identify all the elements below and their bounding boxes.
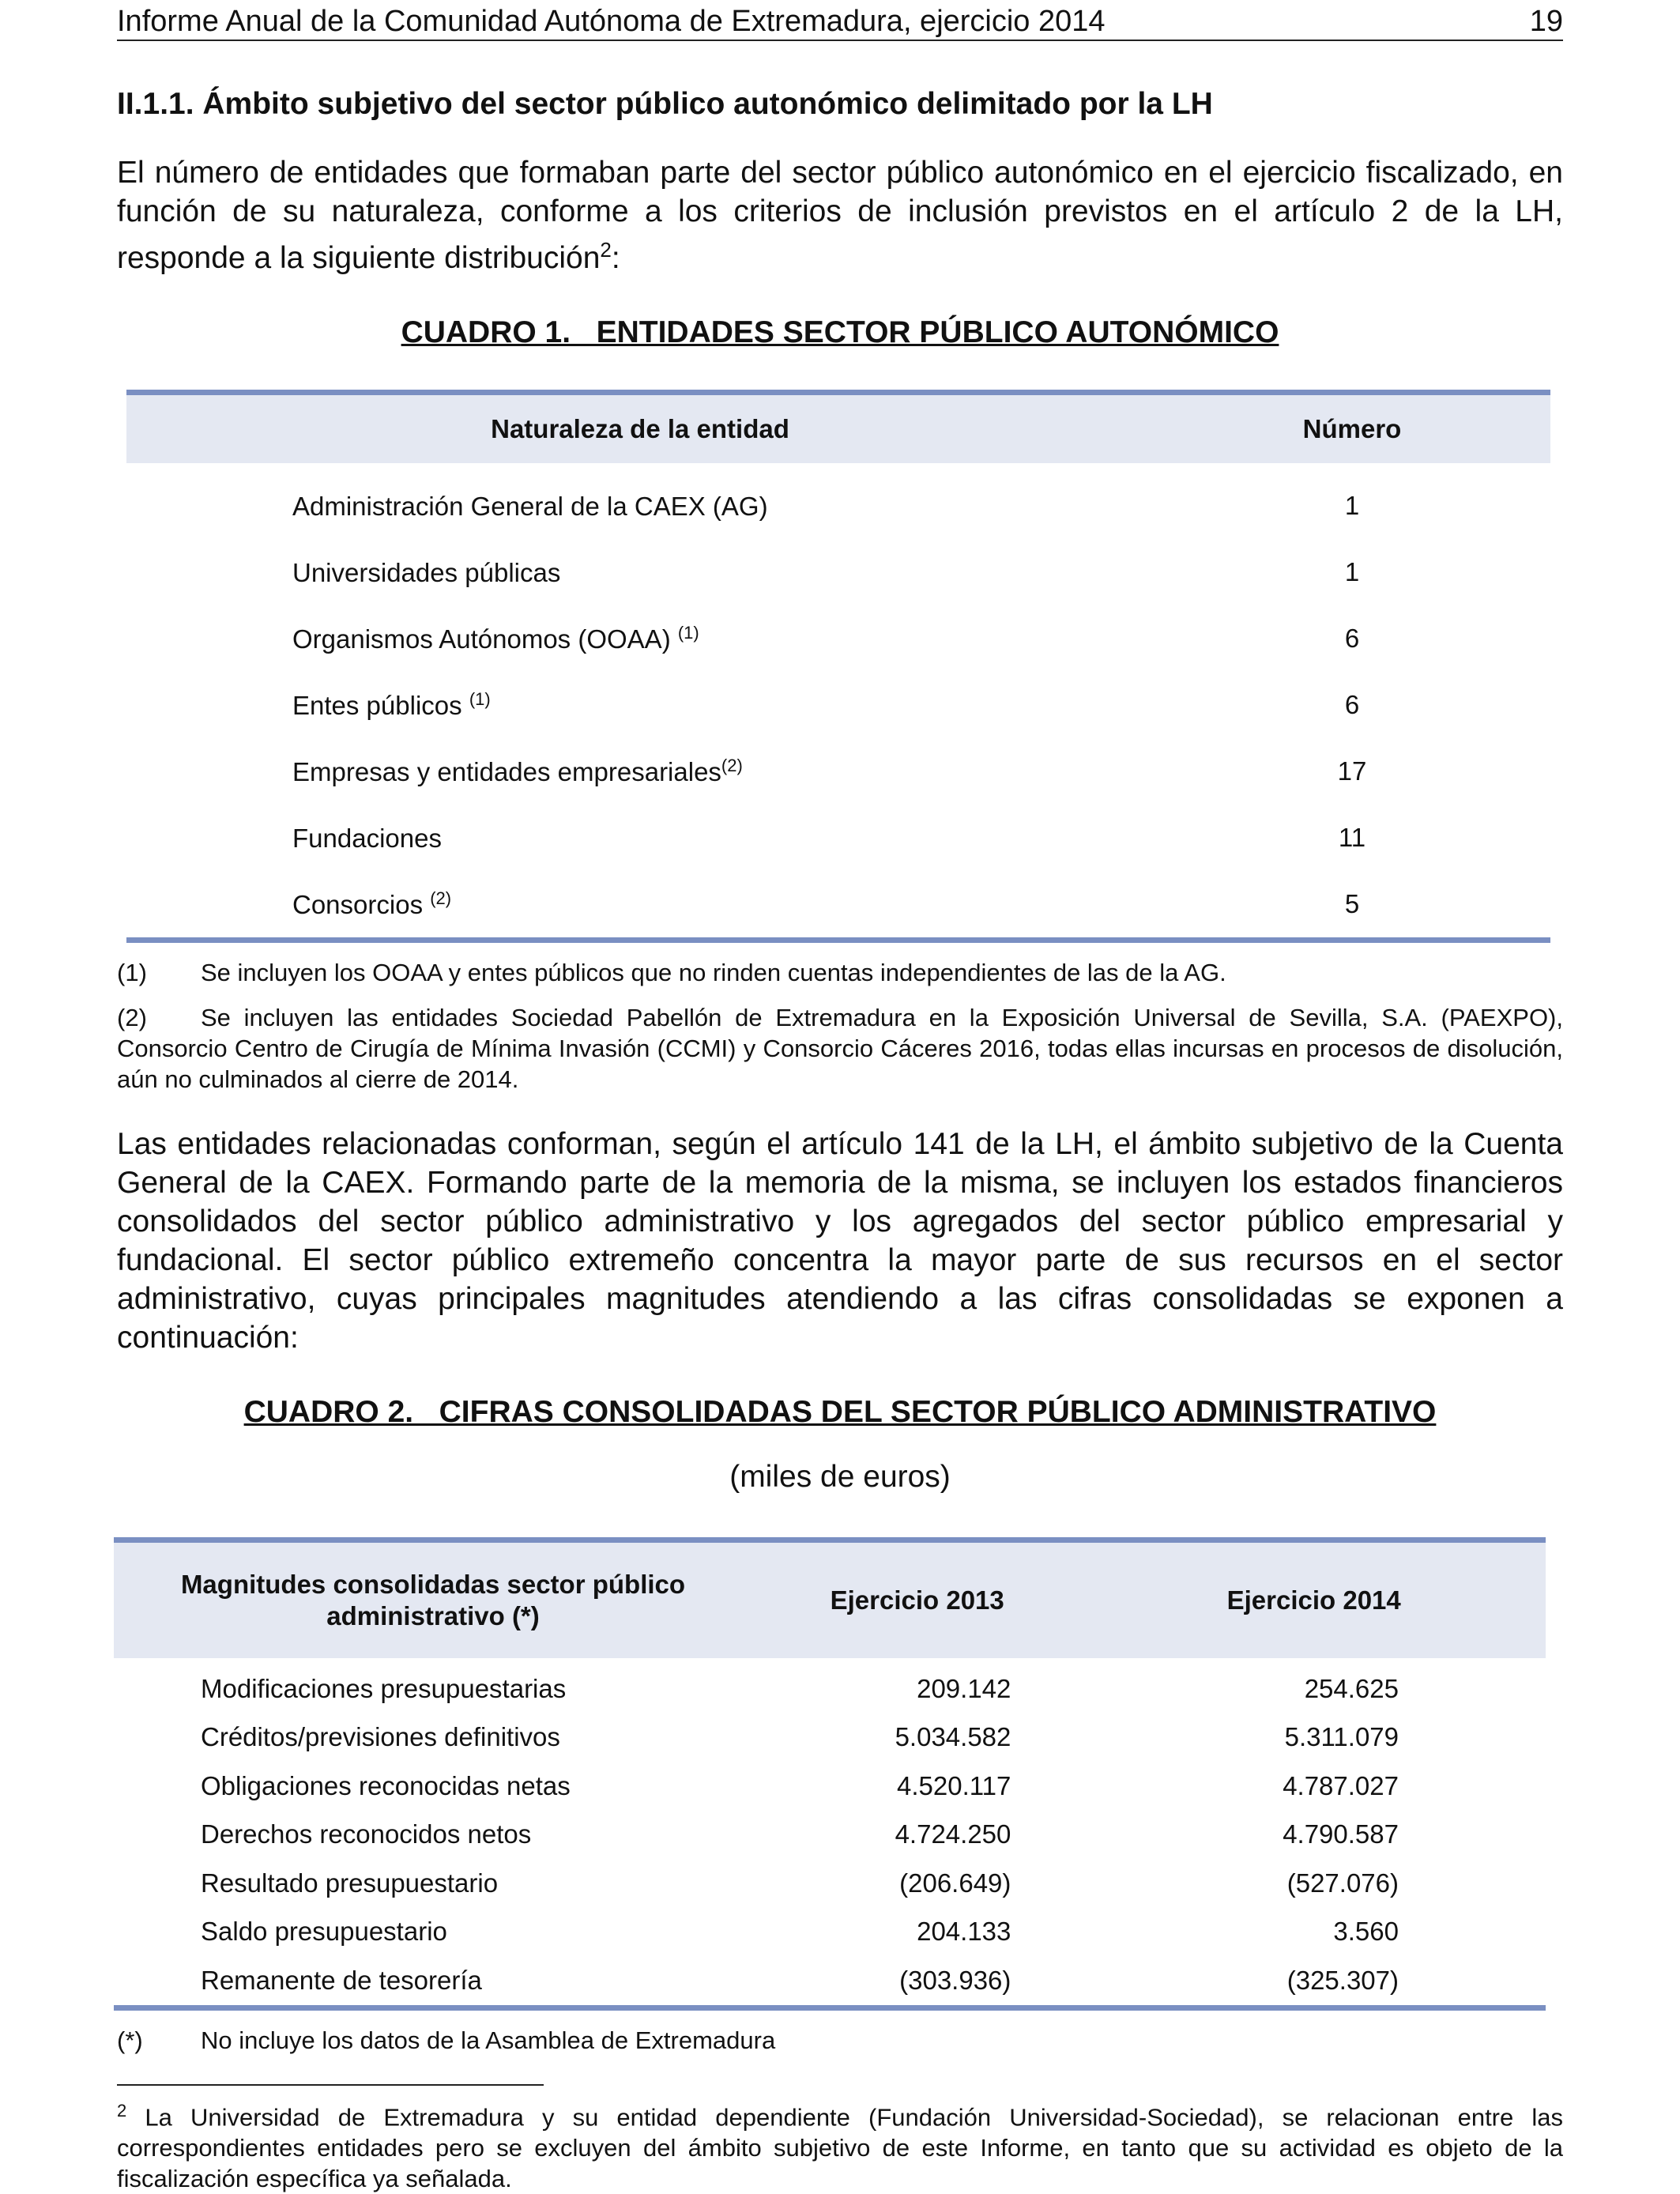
- table-row: [126, 463, 1550, 539]
- table-row: [126, 805, 1550, 871]
- table-row: [114, 1908, 1546, 1957]
- row-value: 1: [1344, 557, 1360, 586]
- consolidated-figures-table: [114, 1537, 1546, 2011]
- section-heading: II.1.1. Ámbito subjetivo del sector público autonómico delimitado por la LH: [117, 87, 1213, 121]
- row-label: Obligaciones reconocidas netas: [201, 1770, 571, 1800]
- table-row: [114, 1713, 1546, 1762]
- note-marker: (2): [117, 1004, 147, 1031]
- row-value: 6: [1344, 690, 1360, 719]
- footnote-separator: [117, 2084, 544, 2086]
- table-row: [114, 1859, 1546, 1908]
- footnote-ref: 2: [600, 238, 612, 262]
- table-note: [117, 2025, 1563, 2056]
- table-row: [126, 605, 1550, 672]
- row-label: Derechos reconocidos netos: [201, 1819, 532, 1849]
- note-marker: (1): [117, 959, 147, 986]
- value-2013: 4.724.250: [895, 1819, 1011, 1849]
- value-2014: 4.787.027: [1283, 1770, 1399, 1800]
- row-label-text: Organismos Autónomos (OOAA): [292, 624, 678, 654]
- value-2014: 254.625: [1304, 1673, 1399, 1703]
- table1-title: CUADRO 1. ENTIDADES SECTOR PÚBLICO AUTONÓMICO: [401, 315, 1279, 349]
- table2-subtitle: (miles de euros): [729, 1460, 951, 1494]
- intro-text: El número de entidades que formaban parte del sector público autonómico en el ejercicio fiscalizado, en función de su naturaleza, conforme a los criterios de inclusión previstos en el artículo 2 de la LH, responde a la siguiente distribución: [117, 156, 1563, 275]
- middle-paragraph: Las entidades relacionadas conforman, según el artículo 141 de la LH, el ámbito subjetivo de la Cuenta General de la CAEX. Formando parte de la memoria de la misma, se incluyen los estados financieros consolidados del sector público administrativo y los agregados del sector público empresarial y fundacional. El sector público extremeño concentra la mayor parte de sus recursos en el sector administrativo, cuyas principales magnitudes atendiendo a las cifras consolidadas se exponen a continuación:: [117, 1127, 1563, 1355]
- table-row: [126, 539, 1550, 605]
- row-label: Créditos/previsiones definitivos: [201, 1722, 560, 1752]
- table-row: [126, 871, 1550, 941]
- row-label: [126, 605, 1154, 672]
- value-2013: (206.649): [899, 1868, 1011, 1898]
- row-label-text: Fundaciones: [292, 824, 442, 853]
- row-label: [126, 805, 1154, 871]
- row-label-text: Universidades públicas: [292, 558, 561, 587]
- header-magnitude-line2: administrativo (*): [326, 1601, 540, 1630]
- table-header-row: [126, 393, 1550, 464]
- row-label: [126, 539, 1154, 605]
- row-label: Modificaciones presupuestarias: [201, 1673, 567, 1703]
- value-2013: 209.142: [917, 1673, 1011, 1703]
- row-note: (1): [469, 689, 491, 709]
- table-row: [126, 738, 1550, 805]
- header-magnitude-line1: Magnitudes consolidadas sector público: [180, 1570, 686, 1599]
- row-value: 17: [1337, 756, 1367, 786]
- value-2014: 3.560: [1333, 1917, 1399, 1947]
- header-nature: Naturaleza de la entidad: [126, 393, 1154, 464]
- header-title: Informe Anual de la Comunidad Autónoma de Extremadura, ejercicio 2014: [117, 5, 1106, 38]
- table-note: [117, 957, 1563, 988]
- row-label: [126, 672, 1154, 738]
- running-header: [117, 0, 1563, 41]
- table-row: [126, 672, 1550, 738]
- table-note: [117, 1002, 1563, 1095]
- page-number: 19: [1529, 5, 1563, 38]
- intro-paragraph: [117, 153, 1563, 277]
- table-row: [114, 1956, 1546, 2007]
- row-label: [126, 738, 1154, 805]
- value-2014: (325.307): [1082, 1956, 1546, 2007]
- value-2013: 5.034.582: [895, 1722, 1011, 1752]
- header-2013: Ejercicio 2013: [752, 1540, 1082, 1659]
- note-text: Se incluyen los OOAA y entes públicos que no rinden cuentas independientes de las de la AG.: [201, 959, 1226, 986]
- row-label-text: Consorcios: [292, 890, 431, 919]
- table2-title: CUADRO 2. CIFRAS CONSOLIDADAS DEL SECTOR PÚBLICO ADMINISTRATIVO: [243, 1395, 1437, 1429]
- row-value: 1: [1344, 491, 1360, 520]
- row-label: Remanente de tesorería: [114, 1956, 752, 2007]
- row-label: [126, 871, 1154, 941]
- entities-table: [126, 390, 1550, 943]
- footnote-text: La Universidad de Extremadura y su entidad dependiente (Fundación Universidad-Sociedad), se relacionan entre las correspondientes entidades pero se excluyen del ámbito subjetivo de este Informe, en tanto que su actividad es objeto de la fiscalización específica ya señalada.: [117, 2102, 1563, 2192]
- table1-notes: [117, 957, 1563, 1095]
- footnote: [117, 2095, 1563, 2194]
- row-note: (1): [677, 623, 699, 643]
- footnote-marker: 2: [117, 2100, 127, 2120]
- header-magnitude: [114, 1540, 752, 1659]
- table2-notes: [117, 2025, 1563, 2056]
- table-row: [114, 1762, 1546, 1811]
- row-value: 5: [1154, 871, 1550, 941]
- value-2014: (527.076): [1286, 1868, 1399, 1898]
- value-2014: 5.311.079: [1284, 1722, 1399, 1752]
- table-header-row: [114, 1540, 1546, 1659]
- note-text: No incluye los datos de la Asamblea de Extremadura: [201, 2026, 776, 2054]
- table-row: [114, 1658, 1546, 1713]
- row-note: (2): [721, 756, 743, 775]
- value-2013: 204.133: [917, 1917, 1011, 1947]
- row-label: Saldo presupuestario: [201, 1917, 447, 1947]
- value-2013: 4.520.117: [897, 1770, 1011, 1800]
- note-marker: (*): [117, 2026, 143, 2054]
- row-label: [126, 463, 1154, 539]
- intro-tail: :: [611, 241, 620, 275]
- value-2013: (303.936): [752, 1956, 1082, 2007]
- table-row: [114, 1811, 1546, 1860]
- note-text: Se incluyen las entidades Sociedad Pabellón de Extremadura en la Exposición Universal de Sevilla, S.A. (PAEXPO), Consorcio Centro de Cirugía de Mínima Invasión (CCMI) y Consorcio Cáceres 2016, todas ellas incursas en procesos de disolución, aún no culminados al cierre de 2014.: [117, 1004, 1563, 1093]
- header-number: Número: [1154, 393, 1550, 464]
- header-2014: Ejercicio 2014: [1082, 1540, 1546, 1659]
- row-label-text: Entes públicos: [292, 691, 469, 720]
- row-note: (2): [430, 888, 452, 908]
- row-label-text: Administración General de la CAEX (AG): [292, 492, 768, 521]
- row-value: 6: [1344, 624, 1360, 653]
- row-label-text: Empresas y entidades empresariales: [292, 757, 721, 786]
- value-2014: 4.790.587: [1283, 1819, 1399, 1849]
- row-label: Resultado presupuestario: [201, 1868, 499, 1898]
- row-value: 11: [1338, 823, 1366, 852]
